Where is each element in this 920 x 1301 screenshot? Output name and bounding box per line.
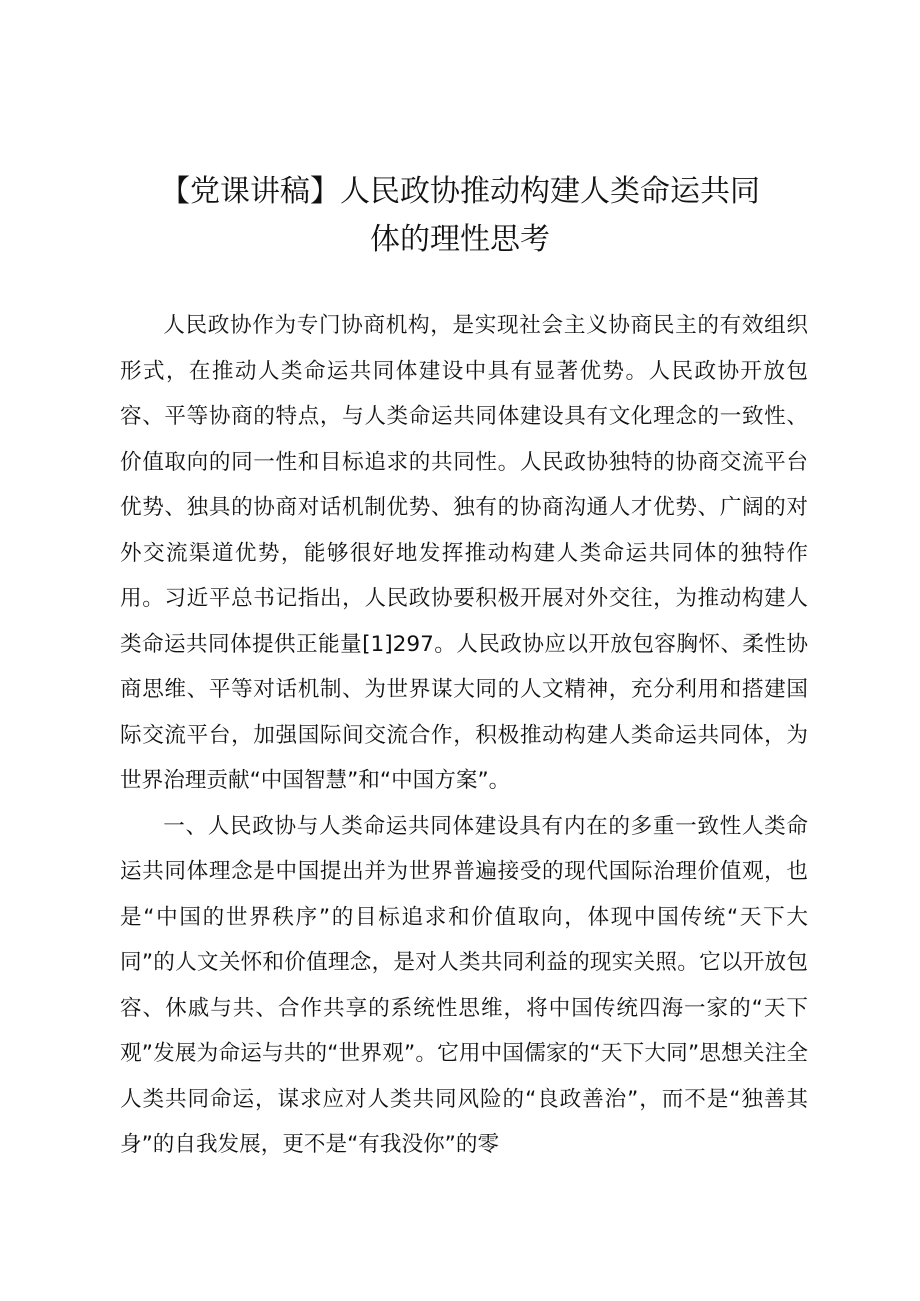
title-line-1: 【党课讲稿】人民政协推动构建人类命运共同 bbox=[160, 174, 760, 209]
document-title bbox=[110, 168, 810, 264]
paragraph-intro: 人民政协作为专门协商机构，是实现社会主义协商民主的有效组织形式，在推动人类命运共同体建设中具有显著优势。人民政协开放包容、平等协商的特点，与人类命运共同体建设具有文化理念的一致性、价值取向的同一性和目标追求的共同性。人民政协独特的协商交流平台优势、独具的协商对话机制优势、独有的协商沟通人才优势、广阔的对外交流渠道优势，能够很好地发挥推动构建人类命运共同体的独特作用。习近平总书记指出，人民政协要积极开展对外交往，为推动构建人类命运共同体提供正能量[1]297。人民政协应以开放包容胸怀、柔性协商思维、平等对话机制、为世界谋大同的人文精神，充分利用和搭建国际交流平台，加强国际间交流合作，积极推动构建人类命运共同体，为世界治理贡献“中国智慧”和“中国方案”。 bbox=[120, 313, 808, 793]
title-line-2: 体的理性思考 bbox=[370, 222, 550, 257]
paragraph-section-one: 一、人民政协与人类命运共同体建设具有内在的多重一致性人类命运共同体理念是中国提出并为世界普遍接受的现代国际治理价值观，也是“中国的世界秩序”的目标追求和价值取向，体现中国传统“天下大同”的人文关怀和价值理念，是对人类共同利益的现实关照。它以开放包容、休戚与共、合作共享的系统性思维，将中国传统四海一家的“天下观”发展为命运与共的“世界观”。它用中国儒家的“天下大同”思想关注全人类共同命运，谋求应对人类共同风险的“良政善治”，而不是“独善其身”的自我发展，更不是“有我没你”的零 bbox=[120, 813, 808, 1157]
document-body bbox=[120, 303, 808, 1168]
